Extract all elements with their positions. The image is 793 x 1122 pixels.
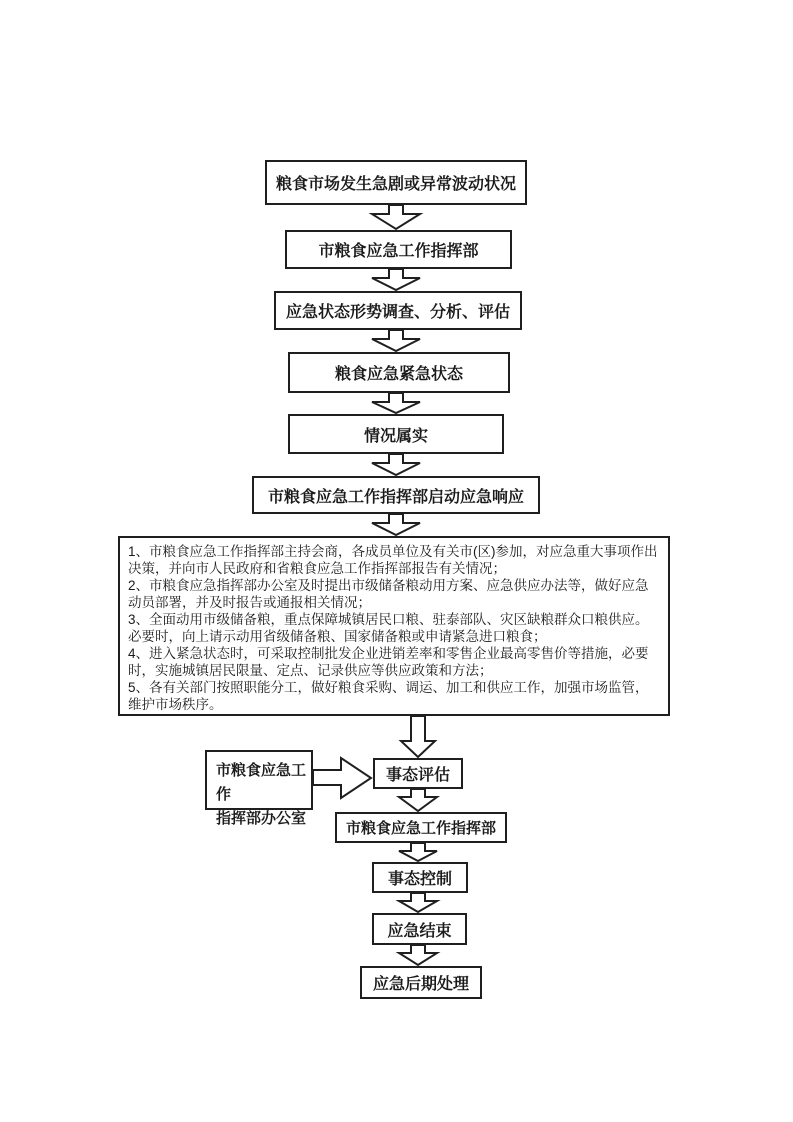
measure-item-2: 2、市粮食应急指挥部办公室及时提出市级储备粮动用方案、应急供应办法等，做好应急动员部署，并及时报告或通报相关情况； [128,578,649,610]
step-emergency-end: 应急结束 [372,913,467,945]
down-arrow-icon [399,843,437,861]
down-arrow-icon [372,205,420,229]
down-arrow-icon [399,893,437,912]
headquarters-office-box [205,750,313,827]
headquarters-office-line2: 指挥部办公室 [216,810,307,827]
step-city-grain-emergency-headquarters-2: 市粮食应急工作指挥部 [335,812,507,843]
down-arrow-icon [372,454,420,475]
down-arrow-icon [399,789,437,811]
right-arrow-icon [313,758,371,798]
step-market-fluctuation: 粮食市场发生急剧或异常波动状况 [265,160,527,205]
down-arrow-icon [372,393,420,413]
down-arrow-icon [372,269,420,290]
measure-item-5: 5、各有关部门按照职能分工，做好粮食采购、调运、加工和供应工作，加强市场监管，维护市场秩序。 [128,680,649,712]
step-grain-emergency-state: 粮食应急紧急状态 [288,352,510,393]
step-headquarters-starts-emergency-response: 市粮食应急工作指挥部启动应急响应 [252,476,540,514]
step-situation-evaluation: 事态评估 [373,758,463,789]
step-post-emergency-handling: 应急后期处理 [360,966,482,999]
long-down-arrow-icon [401,716,435,757]
step-situation-investigation-analysis-evaluation: 应急状态形势调查、分析、评估 [274,291,522,330]
step-situation-control: 事态控制 [372,862,468,893]
headquarters-office-line1: 市粮食应急工作 [216,762,307,803]
step-situation-confirmed: 情况属实 [288,414,504,454]
down-arrow-icon [372,330,420,351]
measure-item-4: 4、进入紧急状态时，可采取控制批发企业进销差率和零售企业最高零售价等措施，必要时，实施城镇居民限量、定点、记录供应等供应政策和方法； [128,646,649,678]
measure-item-3: 3、全面动用市级储备粮，重点保障城镇居民口粮、驻泰部队、灾区缺粮群众口粮供应。必要时，向上请示动用省级储备粮、国家储备粮或申请紧急进口粮食； [128,612,649,644]
down-arrow-icon [399,945,437,965]
measure-item-1: 1、市粮食应急工作指挥部主持会商，各成员单位及有关市(区)参加，对应急重大事项作出决策，并向市人民政府和省粮食应急工作指挥部报告有关情况； [128,544,658,576]
down-arrow-icon [372,514,420,535]
step-city-grain-emergency-headquarters: 市粮食应急工作指挥部 [285,230,512,269]
response-measures-box [118,536,670,716]
